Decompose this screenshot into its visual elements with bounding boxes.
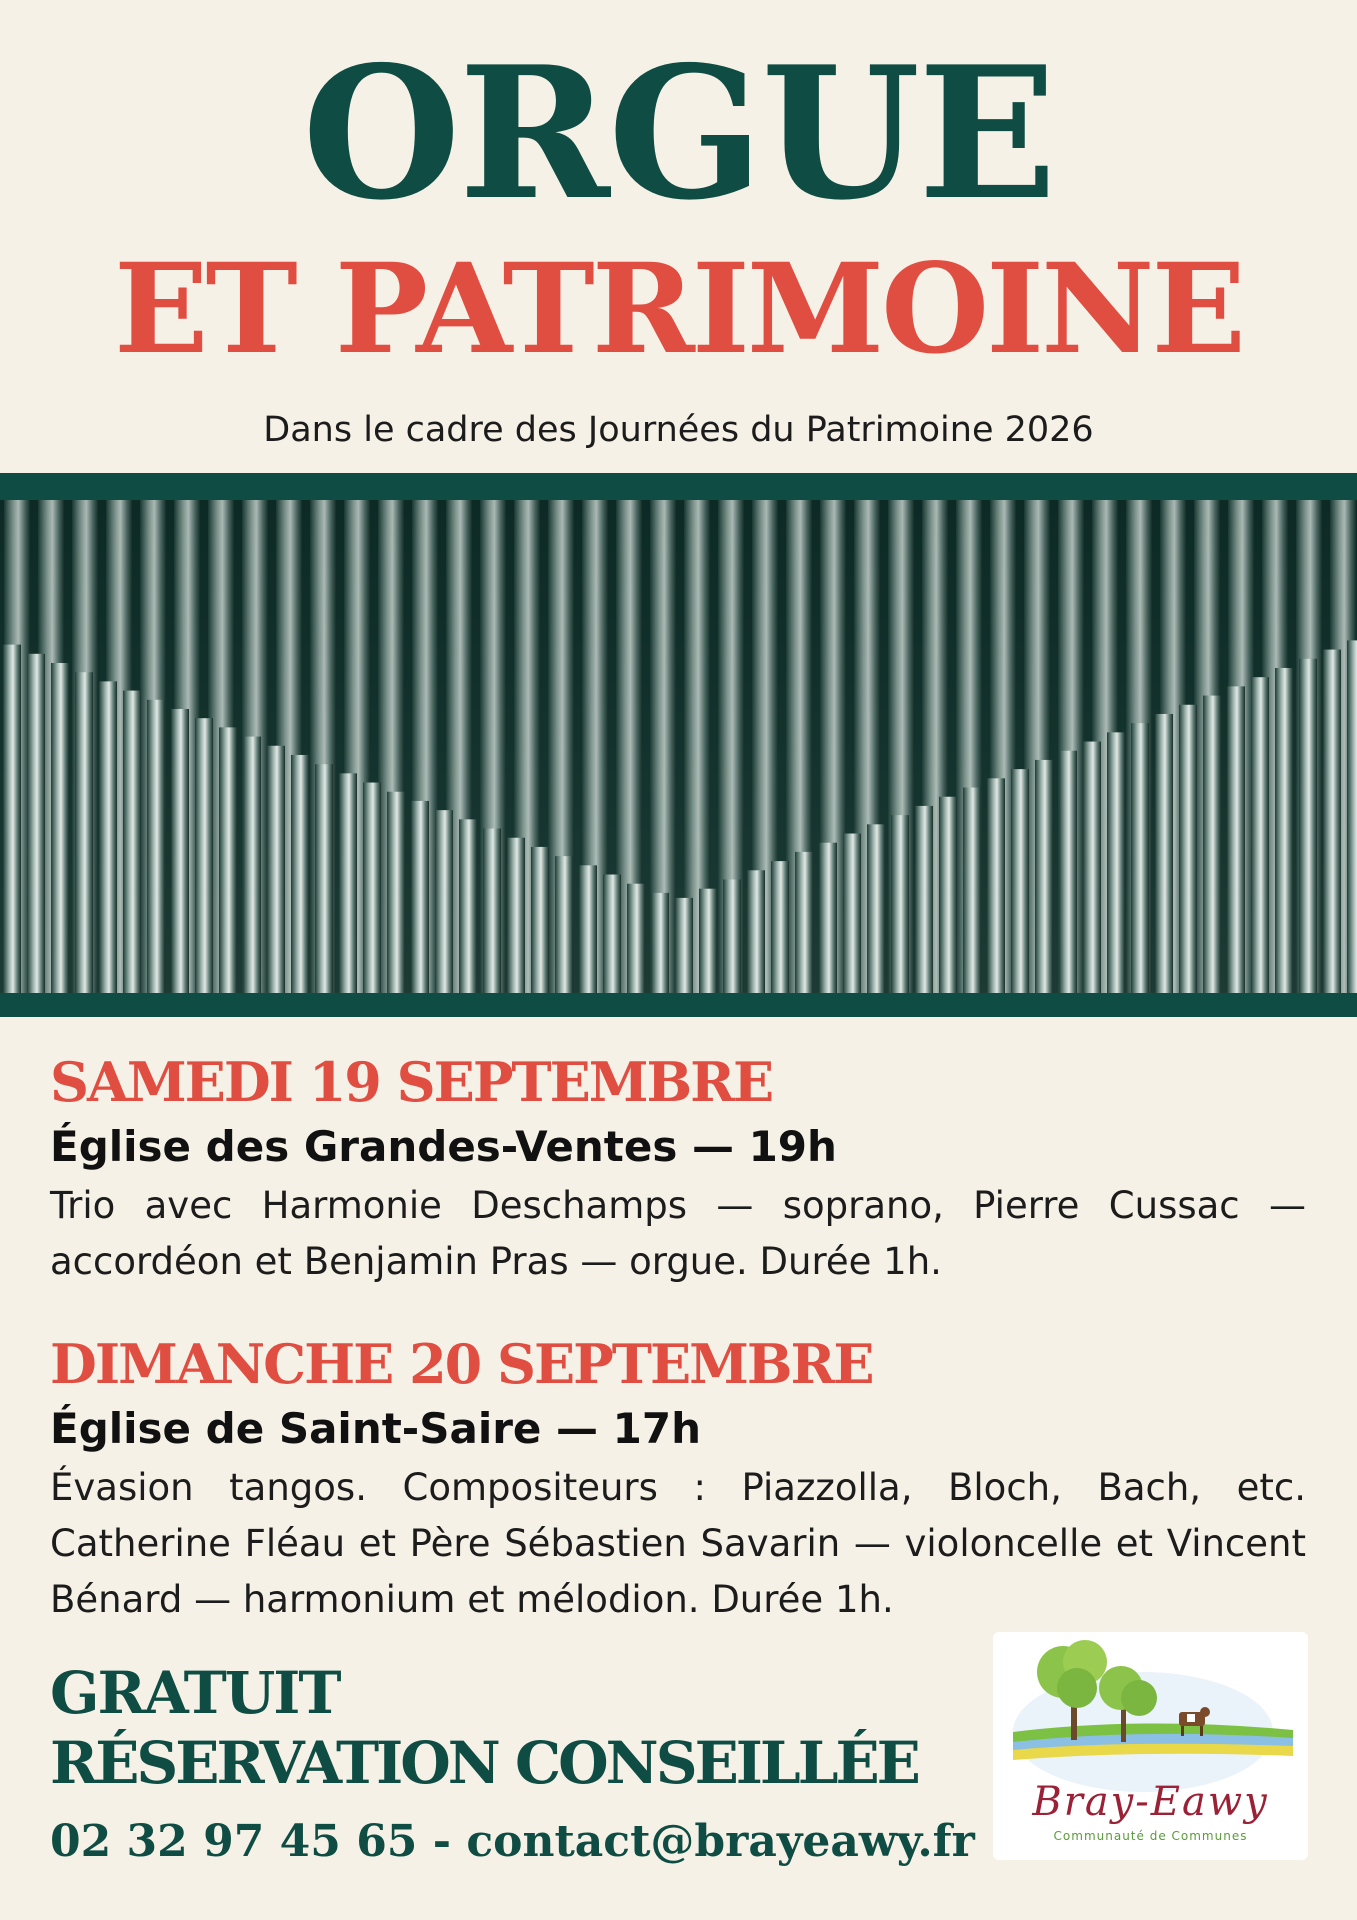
organ-pipe-front [915, 806, 933, 993]
organ-pipe-front [1011, 769, 1029, 993]
organ-pipe-front [1059, 751, 1077, 993]
organ-pipe-front [123, 691, 141, 993]
organ-pipe-front [507, 838, 525, 993]
organ-pipe-front [147, 700, 165, 993]
reservation-label: RÉSERVATION CONSEILLÉE [50, 1729, 918, 1797]
organ-pipe-front [1131, 723, 1149, 993]
organ-pipe-front [843, 834, 861, 993]
organ-pipe-front [651, 893, 669, 993]
organ-pipe-front [1203, 696, 1221, 993]
organ-pipe-front [963, 788, 981, 993]
organ-pipe-front [1179, 705, 1197, 993]
organ-pipe-front [1347, 640, 1357, 993]
organ-pipe-front [99, 681, 117, 993]
organ-pipe-front [435, 810, 453, 993]
organ-pipe-front [579, 865, 597, 993]
organ-pipe-front [171, 709, 189, 993]
organ-pipe-front [987, 778, 1005, 993]
logo-name: Bray-Eawy [1032, 1779, 1269, 1825]
organ-pipe-front [795, 852, 813, 993]
organ-pipe-front [1251, 677, 1269, 993]
organ-pipe-front [1227, 686, 1245, 993]
organ-pipe-front [1323, 650, 1341, 993]
event-1-date: SAMEDI 19 SEPTEMBRE [50, 1050, 773, 1114]
event-1-description: Trio avec Harmonie Deschamps — soprano, Pierre Cussac — accordéon et Benjamin Pras — orgue. Durée 1h. [50, 1184, 1306, 1283]
organ-pipe-front [891, 815, 909, 993]
organ-pipe-front [675, 898, 693, 993]
logo-graphic [993, 1632, 1308, 1860]
organ-pipe-front [1155, 714, 1173, 993]
organ-pipe-front [195, 718, 213, 993]
organ-pipe-front [27, 654, 45, 993]
event-2-description: Évasion tangos. Compositeurs : Piazzolla, Bloch, Bach, etc. Catherine Fléau et Père Sébastien Savarin — violoncelle et Vincent Bénard — harmonium et mélodion. Durée 1h. [50, 1466, 1306, 1621]
organ-pipe-front [315, 764, 333, 993]
poster-tagline: Dans le cadre des Journées du Patrimoine 2026 [263, 410, 1094, 450]
organ-pipe-front [771, 861, 789, 993]
organ-pipes-image [0, 500, 1357, 993]
organ-pipe-front [627, 884, 645, 993]
event-2-date: DIMANCHE 20 SEPTEMBRE [50, 1332, 873, 1396]
organ-pipe-front [1107, 732, 1125, 993]
organ-pipe-front [267, 746, 285, 993]
free-label: GRATUIT [50, 1659, 340, 1727]
organ-pipe-front [411, 801, 429, 993]
organ-pipe-front [243, 737, 261, 993]
organ-pipe-front [867, 824, 885, 993]
event-2-venue: Église de Saint-Saire — 17h [50, 1404, 701, 1453]
organ-pipe-front [387, 792, 405, 993]
event-1-venue: Église des Grandes-Ventes — 19h [50, 1122, 837, 1171]
organ-pipe-front [1035, 760, 1053, 993]
organ-pipe-front [747, 870, 765, 993]
organ-pipe-front [3, 645, 21, 993]
organ-pipe-front [483, 829, 501, 993]
organ-pipe-front [699, 889, 717, 993]
poster-subtitle: ET PATRIMOINE [113, 237, 1244, 382]
organ-pipe-front [555, 856, 573, 993]
organ-pipe-front [531, 847, 549, 993]
logo-subtitle: Communauté de Communes [1053, 1829, 1248, 1843]
organ-pipe-front [1299, 659, 1317, 993]
organ-pipe-front [1083, 742, 1101, 993]
contact-info: 02 32 97 45 65 - contact@brayeawy.fr [50, 1816, 975, 1867]
organ-pipe-front [459, 819, 477, 993]
organ-pipe-front [291, 755, 309, 993]
organ-pipe-front [51, 663, 69, 993]
organ-pipe-front [75, 672, 93, 993]
bray-eawy-logo [993, 1632, 1308, 1860]
organ-pipe-front [819, 843, 837, 993]
organ-pipe-front [363, 783, 381, 993]
organ-pipe-front [723, 879, 741, 993]
organ-pipe-front [219, 727, 237, 993]
organ-pipe-front [939, 797, 957, 993]
organ-pipe-front [1275, 668, 1293, 993]
poster-title: ORGUE [302, 26, 1055, 240]
organ-pipe-front [339, 773, 357, 993]
organ-pipe-front [603, 875, 621, 993]
